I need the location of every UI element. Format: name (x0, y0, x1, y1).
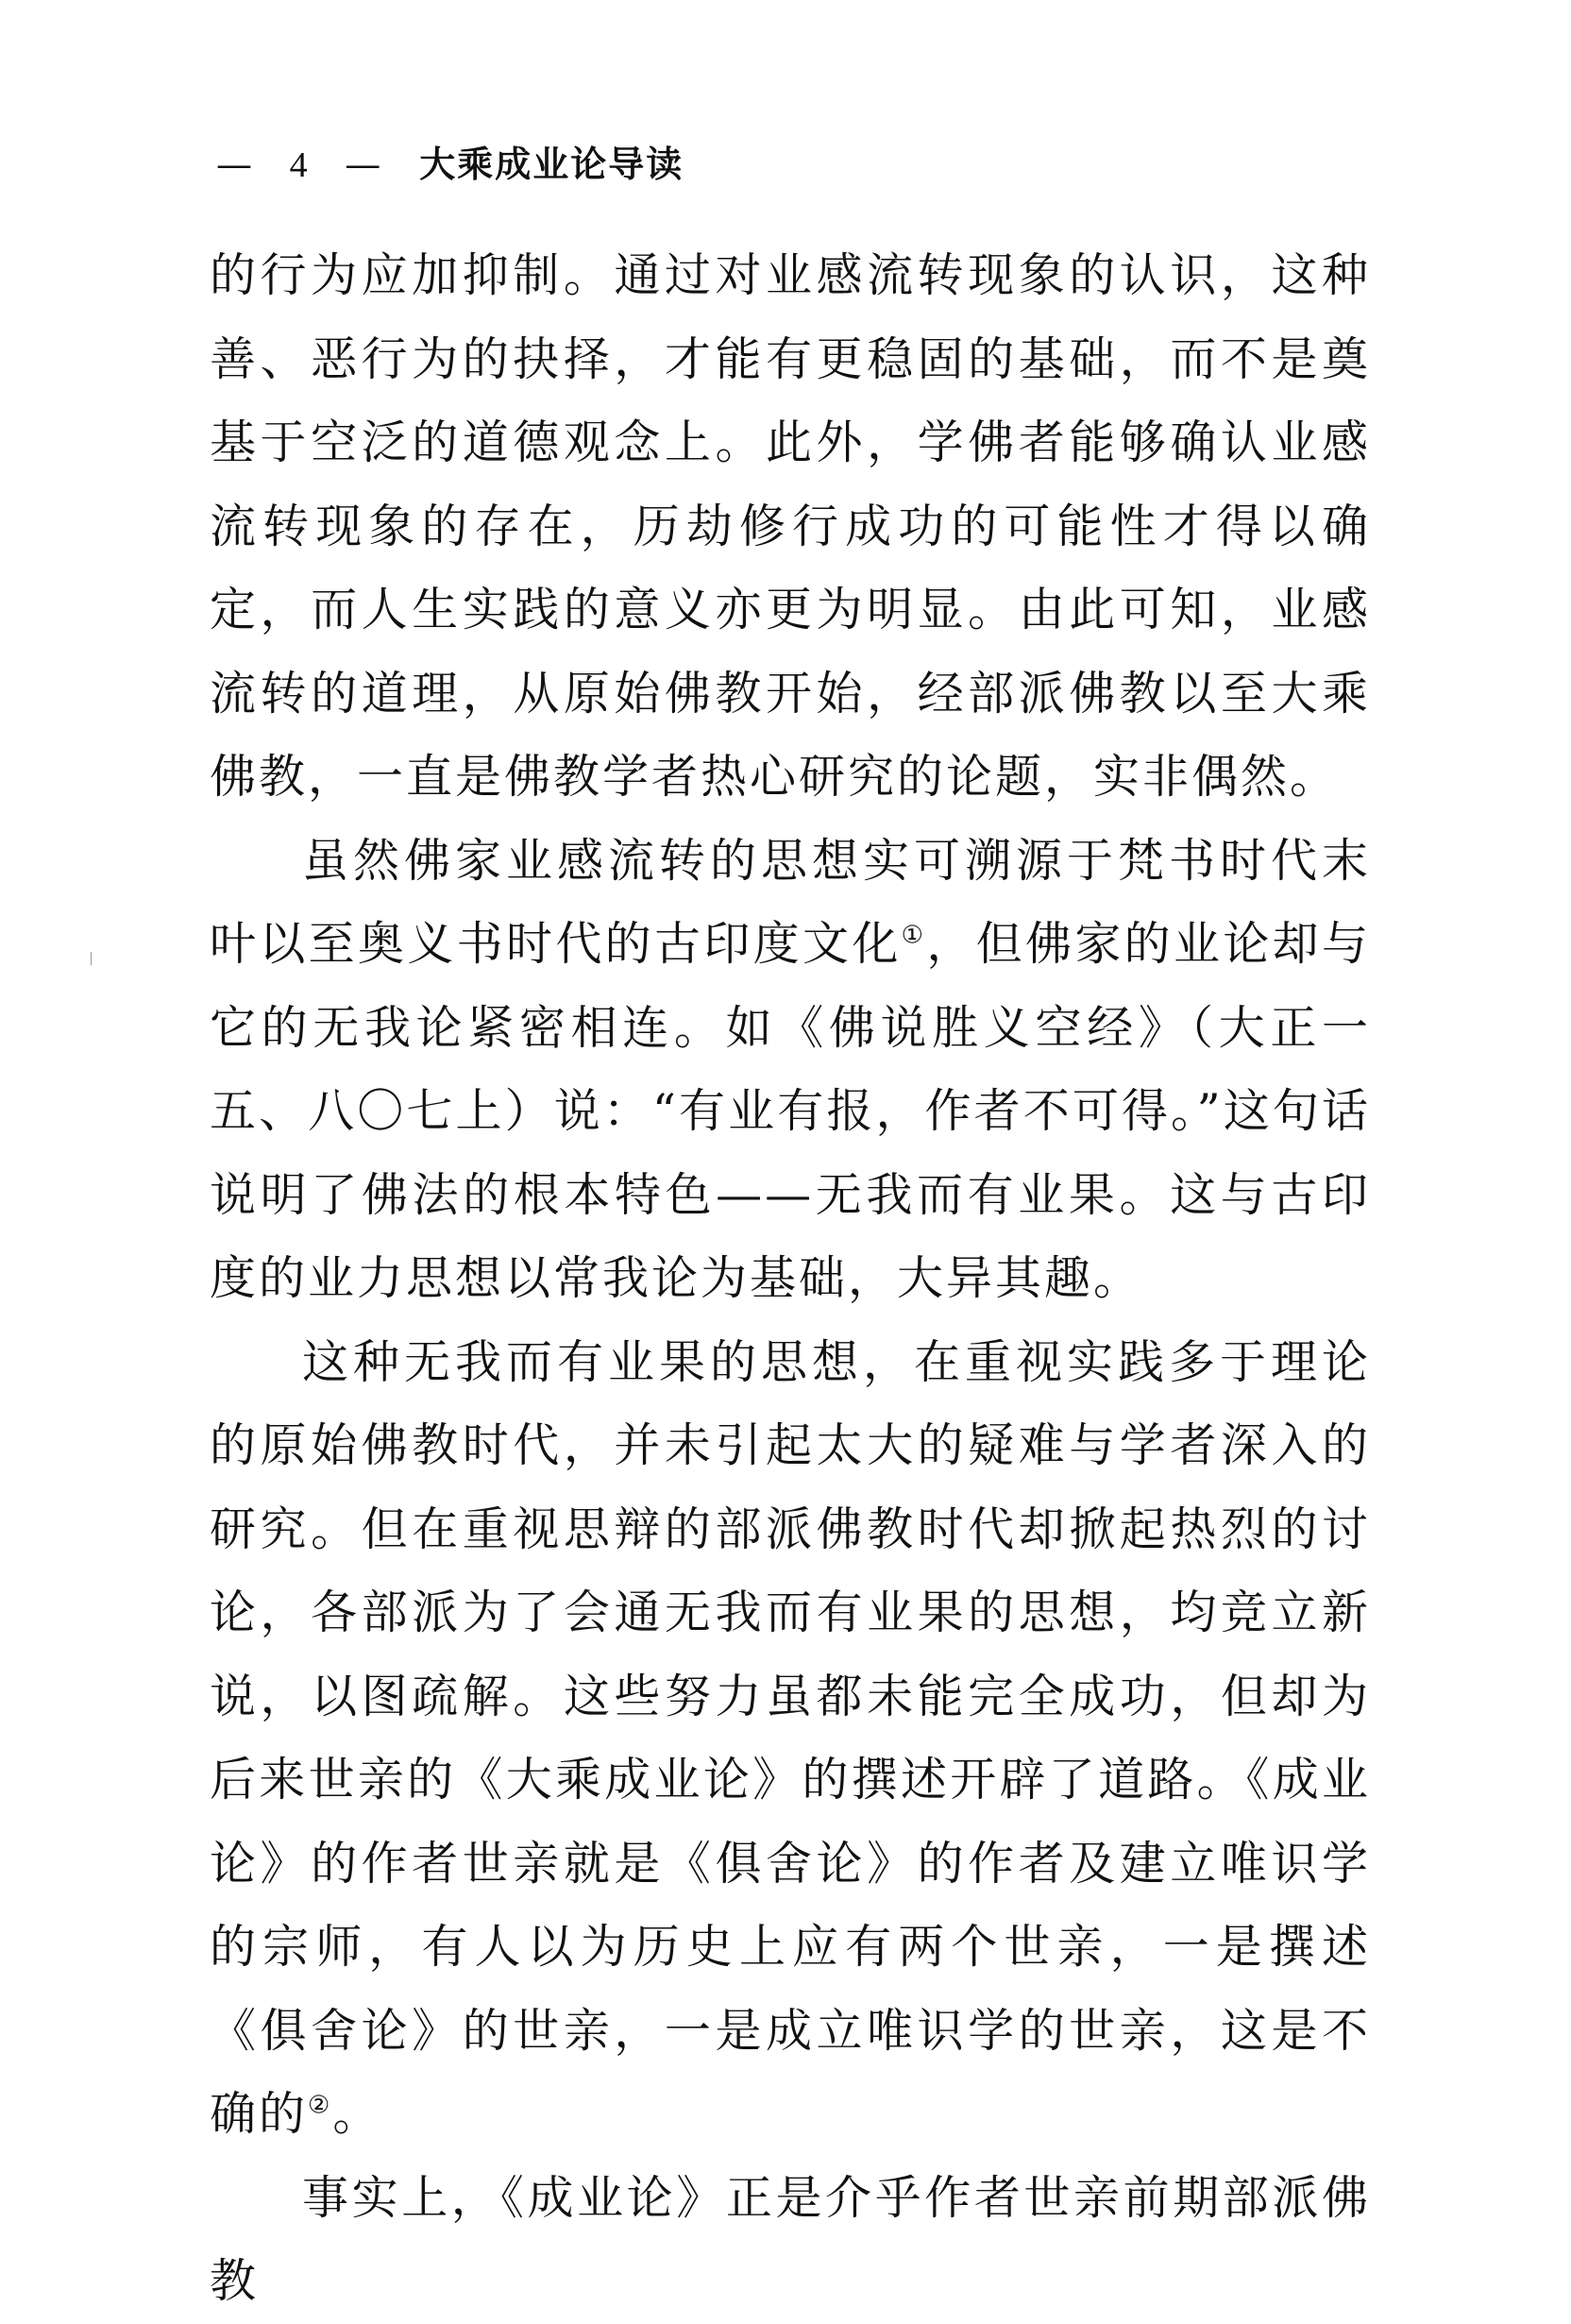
paragraph (210, 2157, 1371, 2324)
page-number: 4 (289, 145, 308, 185)
paragraph-text: 事实上，《成业论》正是介乎作者世亲前期部派佛教 (210, 2170, 1371, 2308)
margin-mark (91, 952, 92, 965)
paragraph-text: 这种无我而有业果的思想，在重视实践多于理论的原始佛教时代，并未引起太大的疑难与学者深入的研究。但在重视思辩的部派佛教时代却掀起热烈的讨论，各部派为了会通无我而有业果的思想，均竞立新说，以图疏解。这些努力虽都未能完全成功，但却为后来世亲的《大乘成业论》的撰述开辟了道路。《成业论》的作者世亲就是《俱舍论》的作者及建立唯识学的宗师，有人以为历史上应有两个世亲，一是撰述《俱舍论》的世亲，一是成立唯识学的世亲，这是不确的 (210, 1334, 1371, 2141)
paragraph (210, 820, 1371, 1321)
paragraph-text: 的行为应加抑制。通过对业感流转现象的认识，这种善、恶行为的抉择，才能有更稳固的基础，而不是奠基于空泛的道德观念上。此外，学佛者能够确认业感流转现象的存在，历劫修行成功的可能性才得以确定，而人生实践的意义亦更为明显。由此可知，业感流转的道理，从原始佛教开始，经部派佛教以至大乘佛教，一直是佛教学者热心研究的论题，实非偶然。 (210, 248, 1371, 804)
paragraph-text: 虽然佛家业感流转的思想实可溯源于梵书时代末叶以至奥义书时代的古印度文化 (210, 833, 1371, 971)
header-dash-right: — (345, 144, 381, 185)
paragraph (210, 234, 1371, 820)
paragraph-text: 。 (332, 2087, 382, 2141)
book-title: 大乘成业论导读 (419, 144, 684, 185)
paragraph-text: ，但佛家的业论却与它的无我论紧密相连。如《佛说胜义空经》（大正一五、八〇七上）说：“有业有报，作者不可得。”这句话说明了佛法的根本特色——无我而有业果。这与古印度的业力思想以常我论为基础，大异其趣。 (210, 917, 1371, 1305)
footnote-ref-2: ② (308, 2091, 333, 2120)
running-header (210, 140, 684, 190)
body-text (210, 234, 1371, 2324)
footnote-ref-1: ① (901, 921, 927, 950)
header-dash-left: — (216, 144, 252, 185)
paragraph (210, 1321, 1371, 2157)
